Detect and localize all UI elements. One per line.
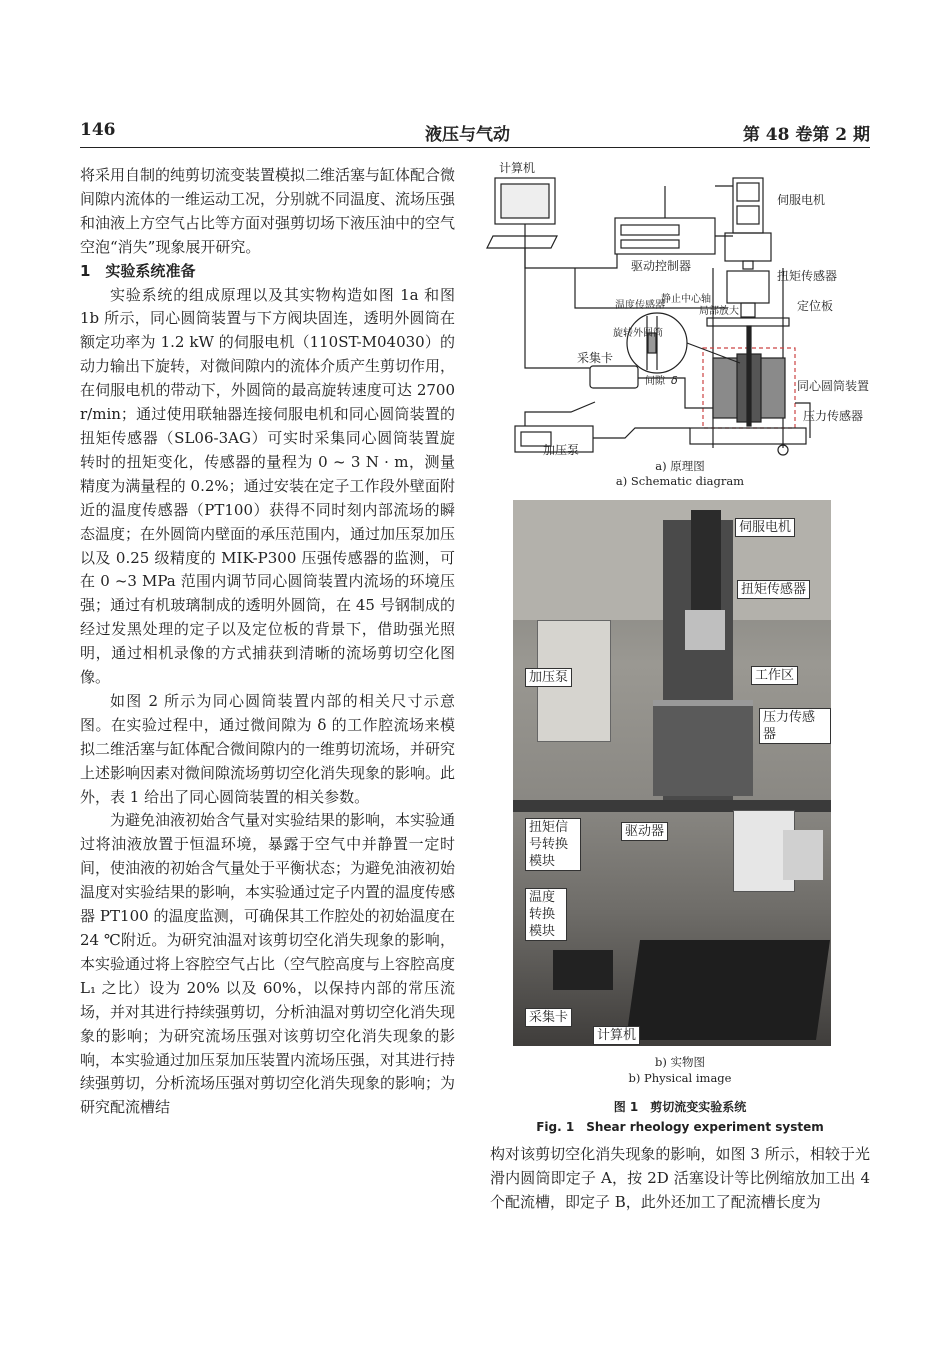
acquisition-card-box bbox=[590, 366, 638, 388]
label-local-zoom: 局部放大 bbox=[699, 306, 739, 317]
label-gap: 间隙 bbox=[645, 376, 665, 387]
page-header bbox=[80, 120, 870, 144]
header-rule bbox=[80, 147, 870, 148]
label-computer: 计算机 bbox=[499, 161, 536, 175]
photo-label-workzone: 工作区 bbox=[751, 666, 798, 685]
photo-label-torque: 扭矩传感器 bbox=[737, 580, 810, 599]
label-concentric-device: 同心圆筒装置 bbox=[797, 379, 870, 393]
laptop-shape bbox=[626, 940, 830, 1040]
positioning-plate bbox=[707, 318, 789, 326]
photo-label-torque-module: 扭矩信号转换模块 bbox=[525, 818, 581, 871]
label-positioning-plate: 定位板 bbox=[797, 299, 834, 313]
journal-name: 液压与气动 bbox=[425, 125, 510, 145]
caption-a-en: a) Schematic diagram bbox=[615, 474, 745, 488]
paragraph: 实验系统的组成原理以及其实物构造如图 1a 和图 1b 所示，同心圆筒装置与下方阀块固连，透明外圆筒在额定功率为 1.2 kW 的伺服电机（110ST-M04030）的动力输出下旋转，对微间隙内的流体介质产生剪切作用，在伺服电机的带动下，外圆筒的最高旋转速度可达 2700 r/min；通过使用联轴器连接伺服电机和同心圆筒装置的扭矩传感器（SL06-3AG）可实时采集同心圆筒装置旋转时的扭矩变化，传感器的量程为 0 ~ 3 N · m，测量精度为满量程的 0.2%；通过安装在定子工作段外壁面附近的温度传感器（PT100）获得不同时刻内部流场的瞬态温度；在外圆筒内壁面的承压范围内，通过加压泵加压以及 0.25 级精度的 MIK-P300 压强传感器的监测，可在 0 ~3 MPa 范围内调节同心圆筒装置内流场的环境压强；通过有机玻璃制成的透明外圆筒，在 45 号钢制成的经过发黑处理的定子以及定位板的背景下，借助强光照明，通过相机录像的方式捕获到清晰的流场剪切空化图像。 bbox=[80, 285, 456, 687]
figure-title-en: Fig. 1 Shear rheology experiment system bbox=[536, 1120, 824, 1134]
photo-label-temp-module: 温度转换模块 bbox=[525, 888, 567, 941]
motor-shape bbox=[691, 510, 721, 610]
label-drive-controller: 驱动控制器 bbox=[631, 259, 692, 273]
photo-label-pressure: 压力传感器 bbox=[759, 708, 831, 744]
photo-label-acq: 采集卡 bbox=[525, 1008, 572, 1027]
label-stationary-shaft: 静止中心轴 bbox=[661, 294, 711, 305]
work-zone-shape bbox=[653, 700, 753, 796]
left-column bbox=[80, 164, 455, 1120]
torque-shape bbox=[685, 610, 725, 650]
physical-photo bbox=[513, 500, 831, 1046]
drive-controller-box bbox=[615, 218, 715, 254]
caption-b-cn: b) 实物图 bbox=[654, 1055, 705, 1069]
photo-label-driver: 驱动器 bbox=[621, 822, 668, 841]
caption-b-en: b) Physical image bbox=[628, 1071, 732, 1085]
photo-label-servo: 伺服电机 bbox=[735, 518, 795, 537]
issue-label: 第 48 卷第 2 期 bbox=[742, 125, 870, 145]
keyboard bbox=[487, 236, 557, 248]
label-pressure-sensor: 压力传感器 bbox=[803, 409, 864, 423]
torque-sensor-box bbox=[727, 271, 769, 303]
paragraph: 如图 2 所示为同心圆筒装置内部的相关尺寸示意图。在实验过程中，通过微间隙为 δ 的工作腔流场来模拟二维活塞与缸体配合微间隙内的一维剪切流场，并研究上述影响因素对微间隙流场剪切空化消失现象的影响。此外，表 1 给出了同心圆筒装置的相关参数。 bbox=[80, 691, 456, 806]
schematic-diagram bbox=[485, 158, 875, 458]
page-number: 146 bbox=[80, 120, 116, 140]
label-torque-sensor: 扭矩传感器 bbox=[777, 269, 838, 283]
label-temp-sensor: 温度传感器 bbox=[615, 300, 665, 311]
section-heading: 1 实验系统准备 bbox=[80, 261, 196, 280]
label-pressure-pump: 加压泵 bbox=[543, 443, 580, 457]
photo-label-computer: 计算机 bbox=[593, 1026, 640, 1045]
figure-title-cn: 图 1 剪切流变实验系统 bbox=[613, 1100, 747, 1114]
right-column bbox=[490, 1143, 870, 1215]
label-acquisition-card: 采集卡 bbox=[577, 351, 614, 365]
paragraph: 构对该剪切空化消失现象的影响，如图 3 所示，相较于光滑内圆筒即定子 A，按 2D 活塞设计等比例缩放加工出 4 个配流槽，即定子 B，此外还加工了配流槽长度为 bbox=[490, 1145, 870, 1211]
paragraph: 将采用自制的纯剪切流变装置模拟二维活塞与缸体配合微间隙内流体的一维运动工况，分别就不同温度、流场压强和油液上方空气占比等方面对强剪切场下液压油中的空气空泡“消失”现象展开研究。 bbox=[80, 166, 456, 256]
caption-a-cn: a) 原理图 bbox=[655, 459, 705, 473]
label-servo-motor: 伺服电机 bbox=[777, 193, 826, 207]
base-block bbox=[690, 428, 806, 444]
photo-label-pump: 加压泵 bbox=[525, 668, 572, 687]
paragraph: 为避免油液初始含气量对实验结果的影响，本实验通过将油液放置于恒温环境，暴露于空气中并静置一定时间，使油液的初始含气量处于平衡状态；为避免油液初始温度对实验结果的影响，本实验通过定子内置的温度传感器 PT100 的温度监测，可确保其工作腔处的初始温度在 24 ℃附近。为研究油温对该剪切空化消失现象的影响，本实验通过将上容腔空气占比（空气腔高度与上容腔高度 L₁ 之比）设为 20% 以及 60%，以保持内部的常压流场，并对其进行持续强剪切，分析油温对剪切空化消失现象的影响；为研究流场压强对该剪切空化消失现象的影响，本实验通过加压泵加压装置内流场压强，对其进行持续强剪切，分析流场压强对剪切空化消失现象的影响；为研究配流槽结 bbox=[80, 811, 456, 1117]
label-rotating-cylinder: 旋转外圆筒 bbox=[613, 328, 663, 339]
label-delta: δ bbox=[671, 374, 678, 387]
